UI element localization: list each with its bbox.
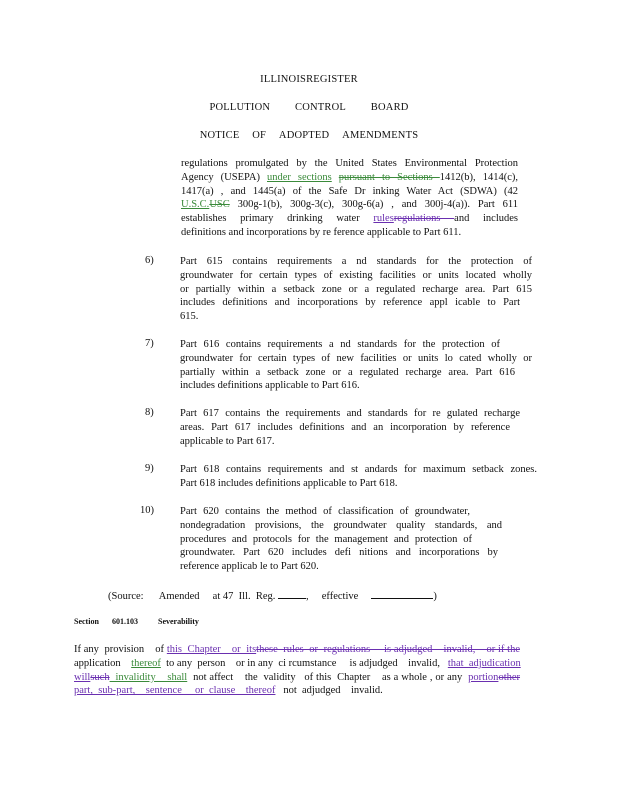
text-line: 1417(a) , and 1445(a) of the Safe Dr inking Water Act (SDWA) (42 bbox=[181, 185, 518, 197]
text-line: U.S.C.USC 300g-1(b), 300g-3(c), 300g-6(a) , and 300j-4(a)). Part 611 bbox=[181, 199, 518, 211]
board-word: CONTROL bbox=[294, 102, 346, 113]
source-note bbox=[108, 588, 438, 604]
text-line: groundwater for certain types of existing facilities or units located wholly bbox=[180, 269, 532, 281]
text-line: (Source: Amended at 47 Ill. Reg. , effective ) bbox=[108, 588, 438, 604]
section-number: 601.103 bbox=[112, 617, 138, 626]
notice-title bbox=[0, 130, 618, 141]
text-line: nondegradation provisions, the groundwater quality standards, and bbox=[180, 519, 502, 531]
text-line: willsuch invalidity shall not affect the validity of this Chapter as a whole , or any portionother bbox=[74, 671, 521, 683]
text-line: regulations promulgated by the United States Environmental Protection bbox=[181, 158, 518, 169]
deleted-text: other bbox=[498, 671, 521, 683]
notice-word: NOTICE bbox=[199, 130, 240, 141]
inserted-text: U.S.C. bbox=[181, 199, 210, 211]
section-title: Severability bbox=[158, 617, 199, 626]
board-word: POLLUTION bbox=[209, 102, 271, 113]
item-number: 6) bbox=[145, 255, 154, 266]
section-label: Section bbox=[74, 617, 99, 626]
text-line: definitions and incorporations by re ference applicable to Part 611. bbox=[181, 226, 462, 238]
deleted-text: these rules or regulations is adjudged invalid, or if the bbox=[256, 644, 520, 655]
inserted-text: invalidity shall bbox=[109, 671, 188, 683]
inserted-text: rules bbox=[373, 213, 394, 225]
item-paragraph bbox=[180, 463, 537, 491]
reg-blank bbox=[278, 588, 306, 599]
text-line: or partially within a setback zone or a regulated recharge area. Part 615 bbox=[180, 283, 532, 295]
text-line: areas. Part 617 includes definitions and an incorporation by reference bbox=[180, 421, 510, 433]
text-line: Part 616 contains requirements a nd standards for the protection of bbox=[180, 339, 500, 350]
text-line: groundwater. Part 620 includes defi nitions and incorporations by bbox=[180, 547, 498, 559]
text-line: 615. bbox=[180, 311, 199, 323]
text-line: procedures and protocols for the management and protection of bbox=[180, 533, 472, 545]
inserted-text: that adjudication bbox=[447, 657, 521, 669]
date-blank bbox=[371, 588, 433, 599]
text-line: application thereof to any person or in any ci rcumstance is adjudged invalid, that adjudication bbox=[74, 657, 521, 669]
notice-word: ADOPTED bbox=[278, 130, 330, 141]
text-line: Part 617 contains the requirements and standards for re gulated recharge bbox=[180, 408, 520, 419]
inserted-text: this Chapter or its bbox=[166, 644, 257, 655]
inserted-text: thereof bbox=[131, 657, 161, 669]
inserted-text: will bbox=[74, 671, 91, 683]
text-line: partially within a setback zone or a regulated recharge area. Part 616 bbox=[180, 366, 515, 378]
text-line: includes definitions applicable to Part 616. bbox=[180, 380, 360, 392]
board-word: BOARD bbox=[370, 102, 409, 113]
item-paragraph bbox=[180, 338, 532, 393]
deleted-text: pursuant to Sections bbox=[338, 171, 440, 183]
text-line: Part 618 includes definitions applicable to Part 618. bbox=[180, 477, 398, 489]
inserted-text: under sections bbox=[267, 171, 332, 183]
item-number: 10) bbox=[140, 505, 154, 516]
deleted-text: such bbox=[90, 671, 110, 683]
item-number: 8) bbox=[145, 407, 154, 418]
item-paragraph bbox=[180, 407, 520, 448]
board-title bbox=[0, 102, 618, 113]
text-line: reference applicab le to Part 620. bbox=[180, 561, 319, 573]
text-line: If any provision of this Chapter or itsthese rules or regulations is adjudged invalid, or if the bbox=[74, 644, 520, 655]
text-line: applicable to Part 617. bbox=[180, 435, 275, 447]
text-line: Agency (USEPA) under sections pursuant to Sections 1412(b), 1414(c), bbox=[181, 171, 518, 183]
item-number: 7) bbox=[145, 338, 154, 349]
text-line: Part 618 contains requirements and st andards for maximum setback zones. bbox=[180, 464, 537, 475]
text-line: establishes primary drinking water rulesregulations and includes bbox=[181, 213, 518, 225]
text-line: groundwater for certain types of new facilities or units lo cated wholly or bbox=[180, 352, 532, 364]
text-line: part, sub-part, sentence or clause thereof not adjudged invalid. bbox=[74, 685, 383, 697]
severability-paragraph bbox=[74, 643, 520, 698]
deleted-text: regulations bbox=[393, 213, 455, 225]
deleted-text: USC bbox=[209, 199, 230, 211]
inserted-text: part, sub-part, sentence or clause thereof bbox=[74, 685, 276, 697]
notice-word: AMENDMENTS bbox=[342, 130, 419, 141]
notice-word: OF bbox=[252, 130, 267, 141]
text-line: includes definitions and incorporations by reference appl icable to Part bbox=[180, 297, 520, 309]
item-number: 9) bbox=[145, 463, 154, 474]
intro-paragraph bbox=[181, 157, 518, 240]
inserted-text: portion bbox=[468, 671, 499, 683]
text-line: Part 615 contains requirements a nd standards for the protection of bbox=[180, 256, 532, 267]
item-paragraph bbox=[180, 255, 532, 324]
item-paragraph bbox=[180, 505, 502, 574]
text-line: Part 620 contains the method of classification of groundwater, bbox=[180, 506, 470, 517]
register-title: ILLINOISREGISTER bbox=[260, 74, 358, 85]
